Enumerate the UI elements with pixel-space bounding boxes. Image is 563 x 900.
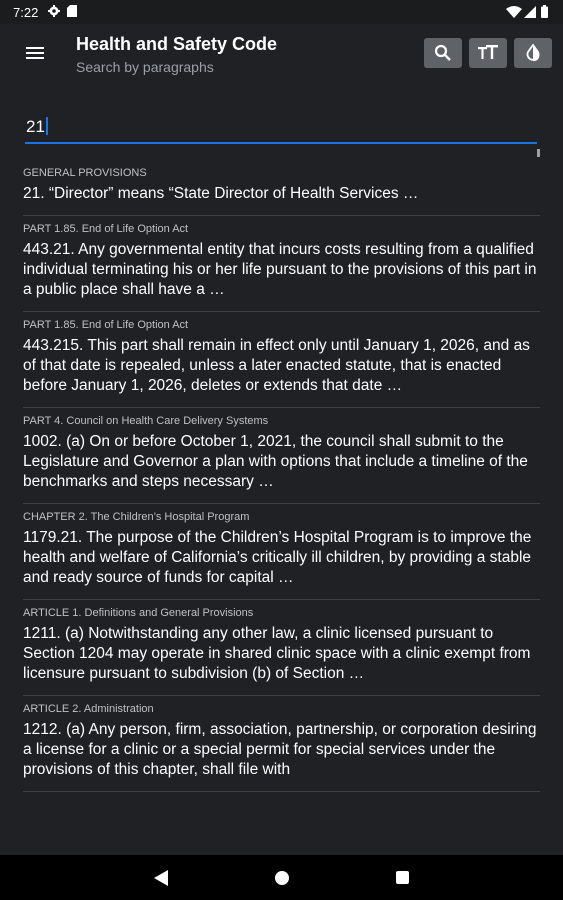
list-item[interactable]	[23, 408, 540, 504]
search-button[interactable]	[424, 38, 462, 68]
result-section: PART 1.85. End of Life Option Act	[23, 319, 189, 331]
list-item[interactable]	[23, 312, 540, 408]
home-icon[interactable]	[275, 871, 289, 885]
result-section: ARTICLE 1. Definitions and General Provisions	[23, 607, 254, 619]
results-list	[0, 160, 563, 835]
result-snippet: 21. “Director” means “State Director of Health Services …	[23, 185, 419, 202]
result-section: PART 4. Council on Health Care Delivery Systems	[23, 415, 269, 427]
back-icon[interactable]	[154, 870, 168, 886]
page-subtitle: Search by paragraphs	[76, 59, 214, 75]
list-item[interactable]	[23, 600, 540, 696]
result-section: ARTICLE 2. Administration	[23, 703, 154, 715]
signal-icon	[524, 6, 536, 18]
list-item[interactable]	[23, 696, 540, 792]
result-snippet: 1211. (a) Notwithstanding any other law, a clinic licensed pursuant to Section 1204 may operate in shared clinic space with a clinic exempt from licensure pursuant to subdivision (b) of Section …	[23, 625, 531, 682]
result-section: GENERAL PROVISIONS	[23, 167, 147, 179]
recents-icon[interactable]	[396, 871, 409, 884]
list-item[interactable]	[23, 504, 540, 600]
sd-card-icon	[67, 5, 77, 17]
app-bar	[0, 24, 563, 86]
result-snippet: 443.21. Any governmental entity that incurs costs resulting from a qualified individual terminating his or her life pursuant to the provisions of this part in a public place shall have a …	[23, 241, 537, 298]
search-query: 21	[26, 117, 45, 136]
menu-icon[interactable]	[24, 44, 46, 62]
result-snippet: 1212. (a) Any person, firm, association, partnership, or corporation desiring a license for a clinic or a special permit for special services under the provisions of this chapter, shall file with	[23, 721, 537, 778]
page-title: Health and Safety Code	[76, 34, 278, 54]
battery-icon	[541, 5, 548, 18]
navigation-bar	[0, 855, 563, 900]
result-snippet: 443.215. This part shall remain in effect only until January 1, 2026, and as of that date is repealed, unless a later enacted statute, that is enacted before January 1, 2026, deletes or extends that date …	[23, 337, 530, 394]
text-size-icon	[478, 45, 498, 61]
result-snippet: 1179.21. The purpose of the Children’s Hospital Program is to improve the health and welfare of California’s critically ill children, by providing a stable and ready source of funds for capital …	[23, 529, 532, 586]
search-icon	[434, 44, 452, 62]
search-input[interactable]	[25, 114, 537, 144]
list-item[interactable]	[23, 216, 540, 312]
theme-button[interactable]	[514, 38, 552, 68]
text-size-button[interactable]	[469, 38, 507, 68]
wifi-icon	[506, 6, 522, 18]
search-input-value	[26, 117, 48, 137]
result-snippet: 1002. (a) On or before October 1, 2021, the council shall submit to the Legislature and Governor a plan with options that include a timeline of the benchmarks and steps necessary …	[23, 433, 528, 490]
status-bar	[0, 0, 563, 24]
status-time: 7:22	[13, 5, 39, 20]
result-section: CHAPTER 2. The Children’s Hospital Program	[23, 511, 250, 523]
gear-icon	[48, 5, 60, 17]
contrast-icon	[526, 44, 540, 62]
result-section: PART 1.85. End of Life Option Act	[23, 223, 189, 235]
scrollbar[interactable]	[537, 149, 540, 157]
list-item[interactable]	[23, 160, 540, 216]
text-caret	[46, 117, 48, 135]
